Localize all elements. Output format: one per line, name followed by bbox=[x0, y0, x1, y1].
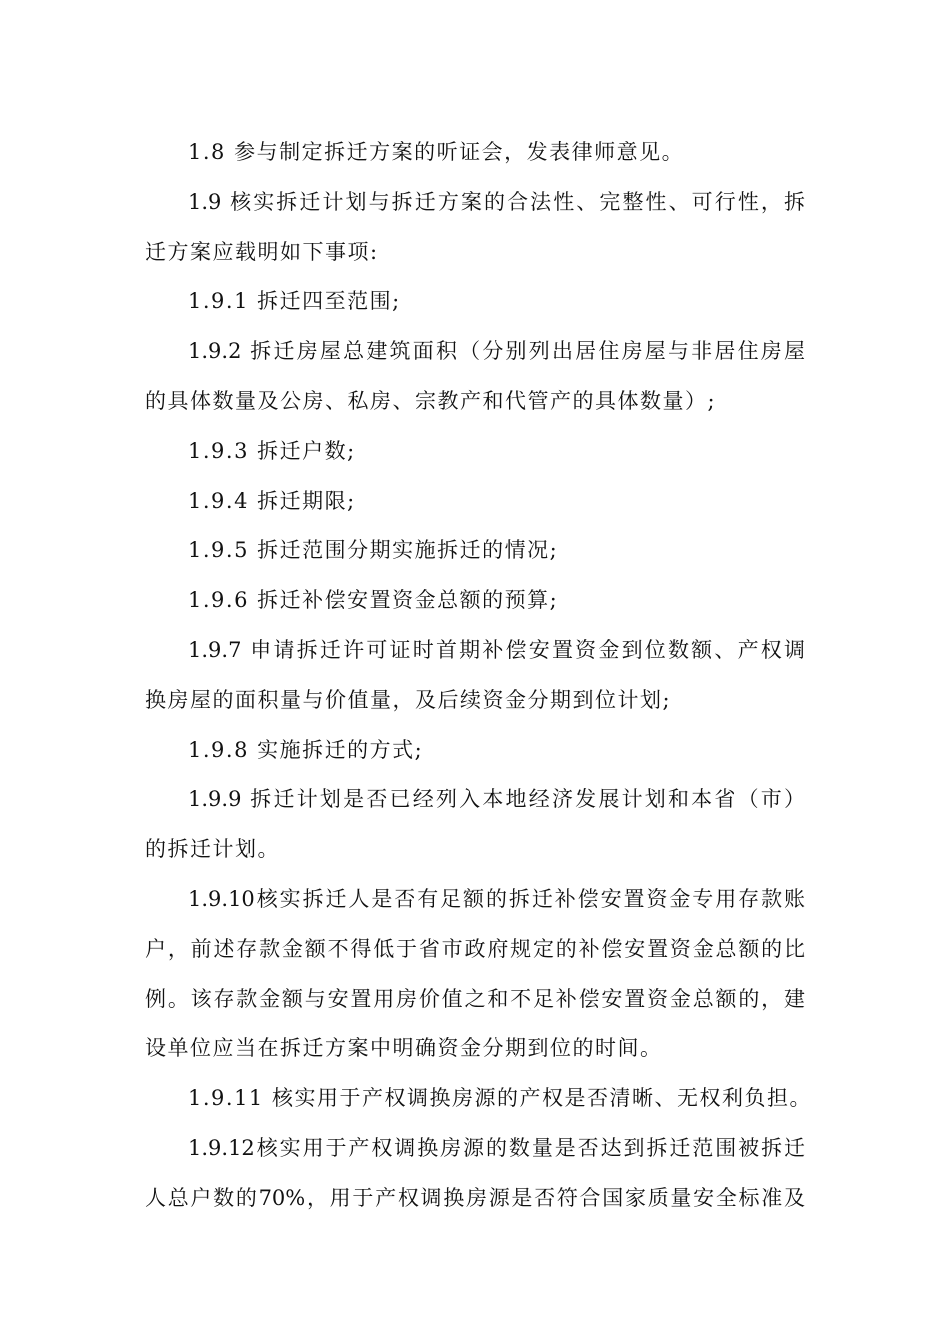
paragraph-1-9-2-line-1: 1.9.2 拆迁房屋总建筑面积（分别列出居住房屋与非居住房屋 bbox=[188, 339, 805, 363]
paragraph-1-9-line-2: 迁方案应载明如下事项: bbox=[145, 240, 379, 264]
paragraph-1-9-10-line-2: 户，前述存款金额不得低于省市政府规定的补偿安置资金总额的比 bbox=[145, 937, 805, 961]
paragraph-1-9-1: 1.9.1 拆迁四至范围; bbox=[188, 289, 401, 313]
paragraph-1-9-10-line-1: 1.9.10核实拆迁人是否有足额的拆迁补偿安置资金专用存款账 bbox=[188, 887, 805, 911]
paragraph-1-9-5: 1.9.5 拆迁范围分期实施拆迁的情况; bbox=[188, 538, 559, 562]
paragraph-1-9-line-1: 1.9 核实拆迁计划与拆迁方案的合法性、完整性、可行性，拆 bbox=[188, 190, 805, 214]
paragraph-1-9-11: 1.9.11 核实用于产权调换房源的产权是否清晰、无权利负担。 bbox=[188, 1086, 812, 1110]
paragraph-1-9-7-line-2: 换房屋的面积量与价值量，及后续资金分期到位计划; bbox=[145, 688, 672, 712]
paragraph-1-8: 1.8 参与制定拆迁方案的听证会，发表律师意见。 bbox=[188, 140, 685, 164]
paragraph-1-9-10-line-3: 例。该存款金额与安置用房价值之和不足补偿安置资金总额的，建 bbox=[145, 987, 805, 1011]
paragraph-1-9-12-line-1: 1.9.12核实用于产权调换房源的数量是否达到拆迁范围被拆迁 bbox=[188, 1136, 805, 1160]
paragraph-1-9-10-line-4: 设单位应当在拆迁方案中明确资金分期到位的时间。 bbox=[145, 1036, 663, 1060]
paragraph-1-9-12-line-2: 人总户数的70%，用于产权调换房源是否符合国家质量安全标准及 bbox=[145, 1186, 805, 1210]
paragraph-1-9-9-line-2: 的拆迁计划。 bbox=[145, 837, 280, 861]
paragraph-1-9-2-line-2: 的具体数量及公房、私房、宗教产和代管产的具体数量）; bbox=[145, 389, 717, 413]
paragraph-1-9-6: 1.9.6 拆迁补偿安置资金总额的预算; bbox=[188, 588, 559, 612]
paragraph-1-9-8: 1.9.8 实施拆迁的方式; bbox=[188, 738, 424, 762]
paragraph-1-9-3: 1.9.3 拆迁户数; bbox=[188, 439, 356, 463]
paragraph-1-9-4: 1.9.4 拆迁期限; bbox=[188, 489, 356, 513]
paragraph-1-9-7-line-1: 1.9.7 申请拆迁许可证时首期补偿安置资金到位数额、产权调 bbox=[188, 638, 805, 662]
paragraph-1-9-9-line-1: 1.9.9 拆迁计划是否已经列入本地经济发展计划和本省（市） bbox=[188, 787, 805, 811]
